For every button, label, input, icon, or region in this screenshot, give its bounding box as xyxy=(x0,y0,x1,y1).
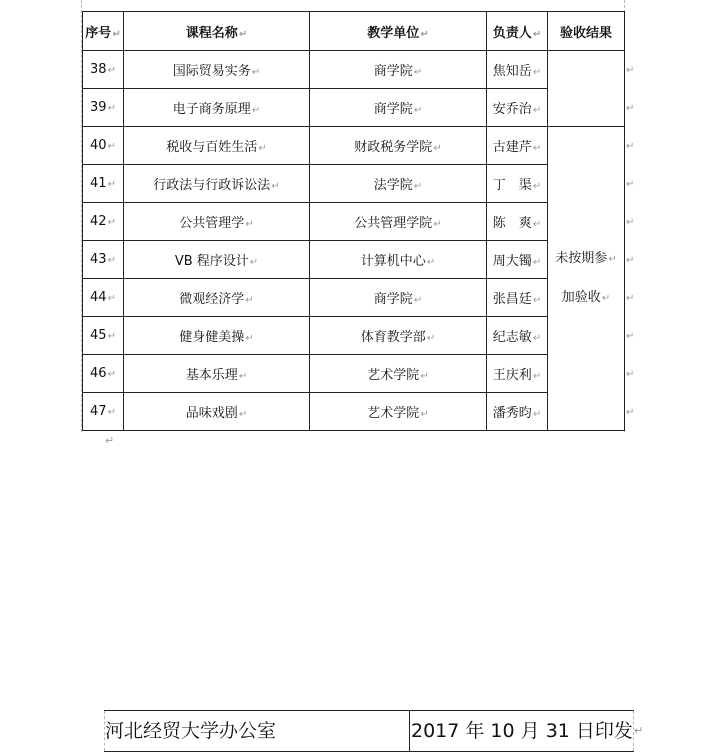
result-line-2: 加验收 xyxy=(561,289,601,305)
cell-seq: 39↵ xyxy=(83,89,124,127)
cell-owner: 焦知岳↵ xyxy=(487,51,548,89)
cell-course: 行政法与行政诉讼法↵ xyxy=(124,165,310,203)
paragraph-mark: ↵ xyxy=(105,434,115,447)
table-row xyxy=(83,165,625,203)
result-line-1: 未按期参 xyxy=(555,250,608,266)
cell-owner: 古建芹↵ xyxy=(487,127,548,165)
cell-owner: 潘秀昀↵ xyxy=(487,393,548,431)
cell-owner: 王庆利↵ xyxy=(487,355,548,393)
cell-seq: 40↵ xyxy=(83,127,124,165)
table-row xyxy=(83,393,625,431)
cell-course: 电子商务原理↵ xyxy=(124,89,310,127)
row-end-mark: ↵ xyxy=(626,103,635,114)
cell-unit: 商学院↵ xyxy=(310,279,487,317)
cell-unit: 计算机中心↵ xyxy=(310,241,487,279)
cell-unit: 艺术学院↵ xyxy=(310,355,487,393)
cell-unit: 商学院↵ xyxy=(310,51,487,89)
table-row xyxy=(83,279,625,317)
header-result: 验收结果 xyxy=(548,12,625,51)
cell-owner: 张昌廷↵ xyxy=(487,279,548,317)
table-row xyxy=(83,127,625,165)
cell-seq: 46↵ xyxy=(83,355,124,393)
cell-unit: 体育教学部↵ xyxy=(310,317,487,355)
footer-issuer: 河北经贸大学办公室 xyxy=(104,711,410,751)
table-row xyxy=(83,241,625,279)
cell-seq: 45↵ xyxy=(83,317,124,355)
row-end-mark: ↵ xyxy=(626,217,635,228)
cell-owner: 周大镯↵ xyxy=(487,241,548,279)
document-footer xyxy=(104,710,644,752)
cell-course: 税收与百姓生活↵ xyxy=(124,127,310,165)
row-end-mark: ↵ xyxy=(626,331,635,342)
row-end-mark: ↵ xyxy=(626,179,635,190)
row-end-mark: ↵ xyxy=(626,407,635,418)
cell-course: 基本乐理↵ xyxy=(124,355,310,393)
cell-course: 健身健美操↵ xyxy=(124,317,310,355)
cell-unit: 法学院↵ xyxy=(310,165,487,203)
cell-owner: 丁 渠↵ xyxy=(487,165,548,203)
cell-seq: 38↵ xyxy=(83,51,124,89)
cell-unit: 艺术学院↵ xyxy=(310,393,487,431)
row-end-mark: ↵ xyxy=(626,369,635,380)
cell-unit: 公共管理学院↵ xyxy=(310,203,487,241)
cell-result-group-1 xyxy=(548,51,625,127)
header-owner: 负责人↵ xyxy=(487,12,548,51)
cell-seq: 43↵ xyxy=(83,241,124,279)
footer-date: 2017 年 10 月 31 日印发 xyxy=(409,711,634,751)
cell-seq: 47↵ xyxy=(83,393,124,431)
cell-unit: 商学院↵ xyxy=(310,89,487,127)
row-end-mark: ↵ xyxy=(626,65,635,76)
cell-course: VB 程序设计↵ xyxy=(124,241,310,279)
table-row xyxy=(83,51,625,89)
header-course: 课程名称↵ xyxy=(124,12,310,51)
cell-owner: 安乔治↵ xyxy=(487,89,548,127)
footer-end-mark: ↵ xyxy=(634,724,644,737)
cell-course: 品味戏剧↵ xyxy=(124,393,310,431)
header-unit: 教学单位↵ xyxy=(310,12,487,51)
cell-seq: 44↵ xyxy=(83,279,124,317)
cell-seq: 41↵ xyxy=(83,165,124,203)
cell-course: 微观经济学↵ xyxy=(124,279,310,317)
table-row xyxy=(83,89,625,127)
cell-unit: 财政税务学院↵ xyxy=(310,127,487,165)
table-header-row xyxy=(83,12,625,51)
cell-seq: 42↵ xyxy=(83,203,124,241)
cell-owner: 陈 爽↵ xyxy=(487,203,548,241)
cell-result-group-2: 未按期参↵ 加验收↵ xyxy=(548,127,625,431)
course-acceptance-table xyxy=(82,11,625,431)
table-row xyxy=(83,317,625,355)
header-seq: 序号↵ xyxy=(83,12,124,51)
row-end-mark: ↵ xyxy=(626,293,635,304)
table-row xyxy=(83,203,625,241)
row-end-mark: ↵ xyxy=(626,255,635,266)
cell-owner: 纪志敏↵ xyxy=(487,317,548,355)
row-end-mark: ↵ xyxy=(626,141,635,152)
table-row xyxy=(83,355,625,393)
cell-course: 国际贸易实务↵ xyxy=(124,51,310,89)
cell-course: 公共管理学↵ xyxy=(124,203,310,241)
